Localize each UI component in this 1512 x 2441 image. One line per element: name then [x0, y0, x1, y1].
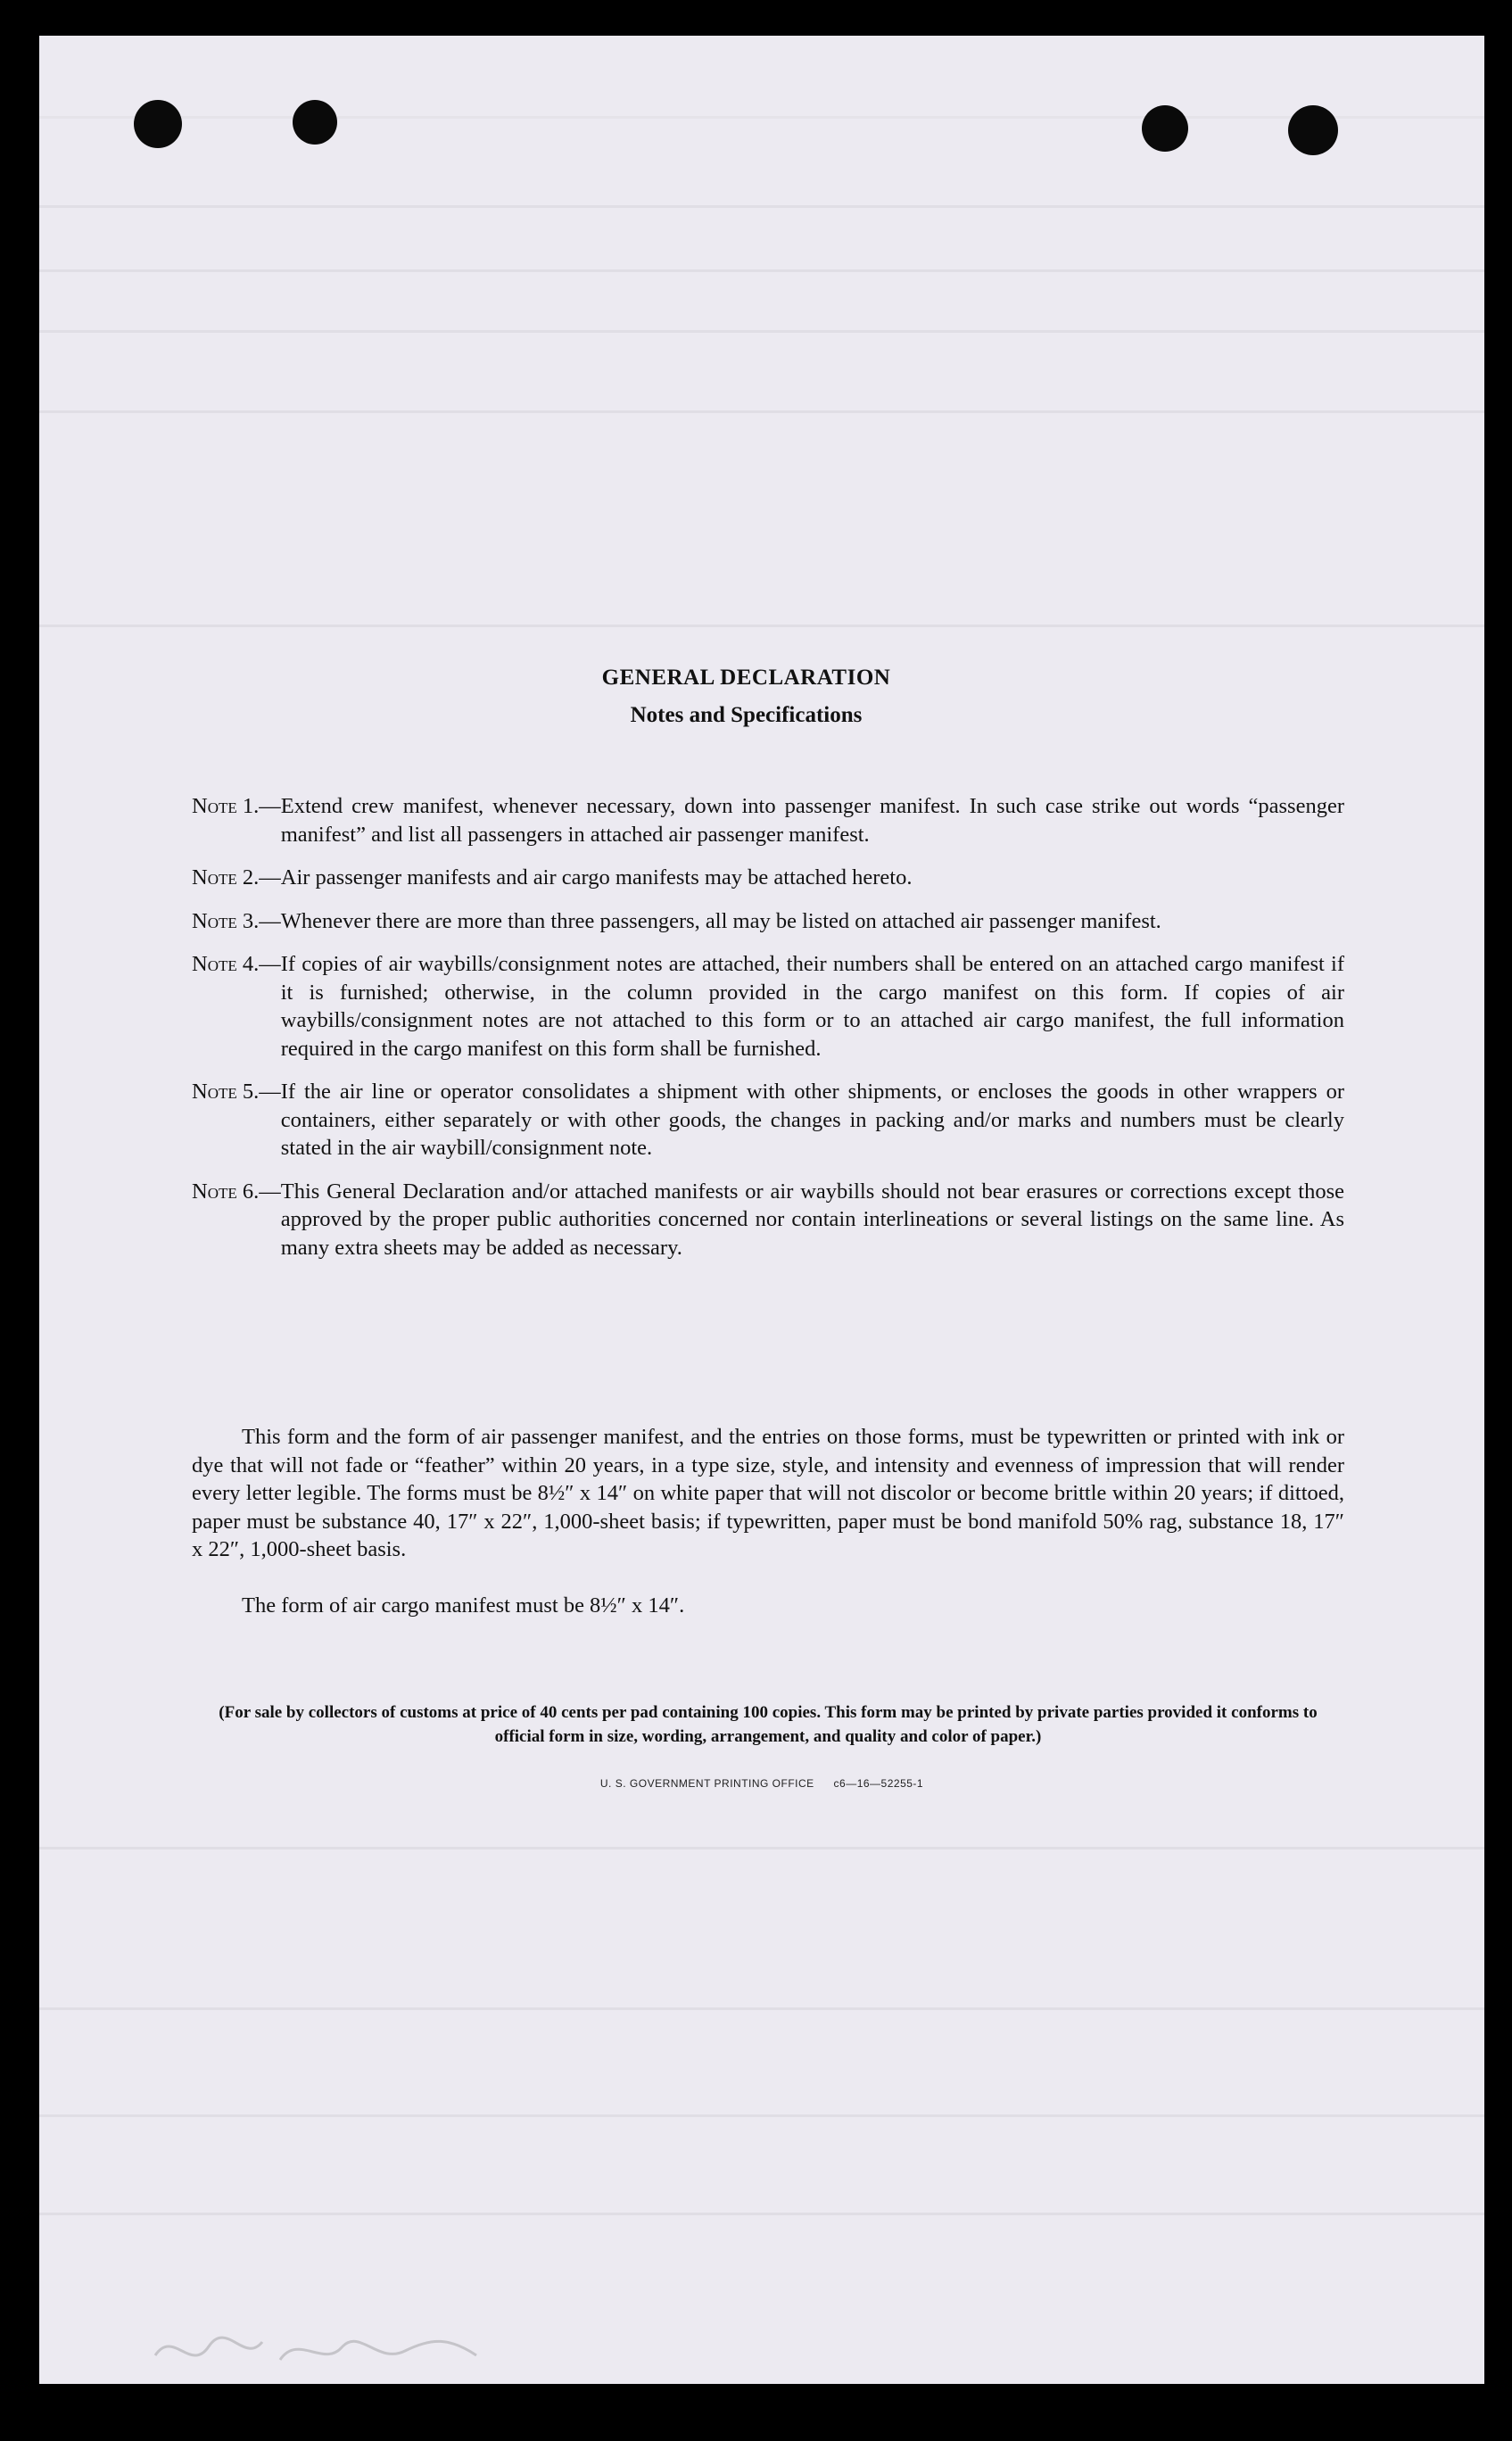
punch-hole-left	[134, 100, 182, 148]
note-4	[192, 950, 1344, 1063]
note-5	[192, 1078, 1344, 1163]
punch-hole-right	[1288, 105, 1338, 155]
note-text: Whenever there are more than three passengers, all may be listed on attached air passenger manifest.	[280, 908, 1161, 933]
document-page	[39, 36, 1484, 2384]
note-1	[192, 792, 1344, 848]
sale-notice: (For sale by collectors of customs at price of 40 cents per pad containing 100 copies. This form may be printed by private parties provided it conforms to official form in size, wording, arrangement, and quality and color of paper.)	[219, 1703, 1318, 1746]
bleed-through-signature	[146, 2320, 485, 2382]
note-label: Note 6.—	[192, 1179, 281, 1204]
note-text: If copies of air waybills/consignment notes are attached, their numbers shall be entered on an attached cargo manifest if it is furnished; otherwise, in the column provided in the cargo manifest on this form. If copies of air waybills/consignment notes are not attached to this form or to an attached air cargo manifest, the full information required in the cargo manifest on this form shall be furnished.	[280, 952, 1344, 1061]
punch-hole-mid-left	[293, 100, 337, 145]
note-3	[192, 907, 1344, 936]
printer-imprint	[39, 1777, 1484, 1790]
page-title: GENERAL DECLARATION	[601, 666, 891, 690]
note-label: Note 1.—	[192, 794, 281, 818]
note-text: Extend crew manifest, whenever necessary, down into passenger manifest. In such case strike out words “passenger manifest” and list all passengers in attached air passenger manifest.	[280, 794, 1344, 847]
note-label: Note 4.—	[192, 952, 281, 976]
note-label: Note 5.—	[192, 1080, 281, 1104]
printer-name: U. S. GOVERNMENT PRINTING OFFICE	[599, 1777, 814, 1790]
page-subtitle: Notes and Specifications	[630, 703, 863, 727]
note-label: Note 2.—	[192, 865, 281, 890]
notes-list	[192, 792, 1344, 1277]
note-label: Note 3.—	[192, 908, 281, 933]
cargo-manifest-size-paragraph: The form of air cargo manifest must be 8½″ x 14″.	[242, 1593, 685, 1618]
form-specification-paragraph: This form and the form of air passenger manifest, and the entries on those forms, must be typewritten or printed with ink or dye that will not fade or “feather” within 20 years, in a type size, style, and intensity and evenness of impression that will render every letter legible. The forms must be 8½″ x 14″ on white paper that will not discolor or become brittle within 20 years; if dittoed, paper must be substance 40, 17″ x 22″, 1,000-sheet basis; if typewritten, paper must be bond manifold 50% rag, substance 18, 17″ x 22″, 1,000-sheet basis.	[192, 1425, 1344, 1561]
note-2	[192, 864, 1344, 892]
note-text: This General Declaration and/or attached manifests or air waybills should not bear erasures or corrections except those approved by the proper public authorities concerned nor contain interlineations or several listings on the same line. As many extra sheets may be added as necessary.	[280, 1179, 1344, 1260]
note-text: If the air line or operator consolidates a shipment with other shipments, or encloses the goods in other wrappers or containers, either separately or with other goods, the changes in packing and/or marks and numbers must be clearly stated in the air waybill/consignment note.	[280, 1080, 1344, 1160]
note-text: Air passenger manifests and air cargo manifests may be attached hereto.	[280, 865, 913, 890]
punch-hole-mid-right	[1142, 105, 1188, 152]
note-6	[192, 1178, 1344, 1262]
print-code: c6—16—52255-1	[833, 1777, 924, 1790]
